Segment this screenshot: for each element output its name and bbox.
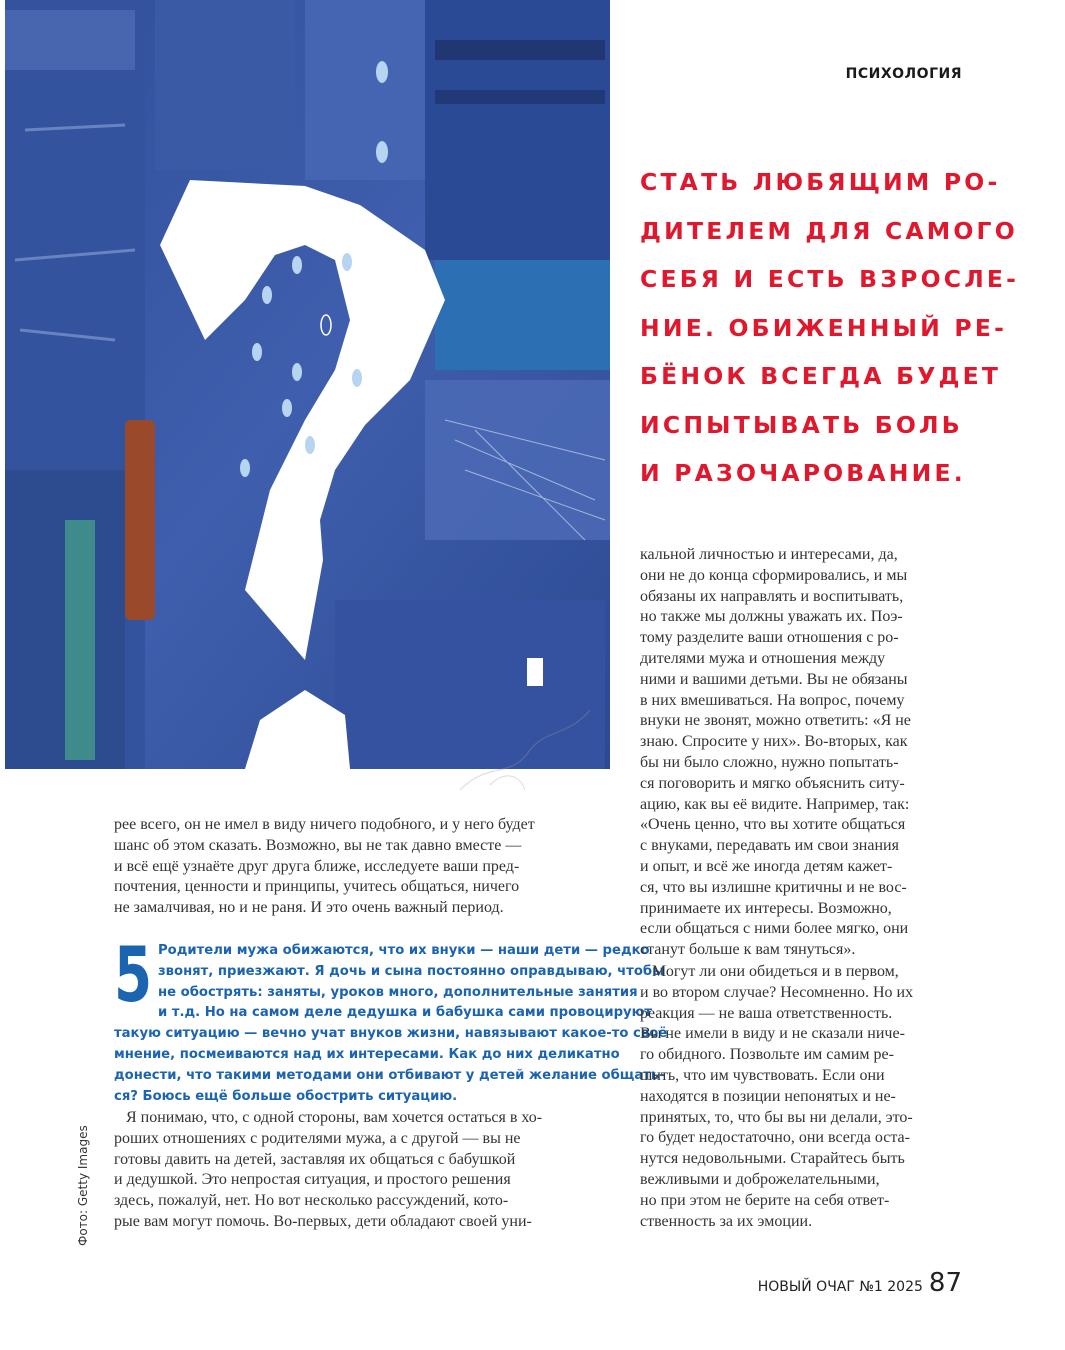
text-line: почтения, ценности и принципы, учитесь общаться, ничего [114,878,520,896]
text-line: знаю. Спросите у них». Во-вторых, как [640,733,908,751]
text-line: реакция — не ваша ответственность. [640,1004,893,1022]
page-footer [758,1268,962,1298]
pull-quote-line: ДИТЕЛЕМ ДЛЯ САМОГО [640,216,1018,245]
text-line: шить, что им чувствовать. Если они [640,1066,885,1084]
text-line: кальной личностью и интересами, да, [640,546,898,563]
text-line: ся поговорить и мягко объяснить ситу- [640,774,905,792]
left-answer-paragraph [114,1108,604,1233]
decorative-ornament [450,690,600,800]
text-line: станут больше к вам тянуться». [640,941,856,959]
text-line: принятых, то, что бы вы ни делали, это- [640,1108,913,1126]
text-line: рые вам могут помочь. Во-первых, дети обладают своей уни- [114,1212,532,1230]
pull-quote [640,158,1020,498]
question-line: донести, что такими методами они отбивают у детей желание общать- [114,1067,665,1083]
text-line: Могут ли они обидеться и в первом, [652,963,899,980]
text-line: они не до конца сформировались, и мы [640,566,908,584]
right-column-paragraph-2 [640,962,970,1232]
photo-credit: Фото: Getty Images [76,1125,90,1246]
text-line: и опыт, и всё же иногда детям кажет- [640,857,893,875]
text-line: вежливыми и доброжелательными, [640,1170,880,1188]
text-line: обязаны их направлять и воспитывать, [640,587,904,605]
pull-quote-line: ИСПЫТЫВАТЬ БОЛЬ [640,410,963,439]
text-line: дителями мужа и отношения между [640,649,886,667]
page-number: 87 [928,1268,962,1298]
question-line: такую ситуацию — вечно учат внуков жизни, навязывают какое-то своё [114,1026,668,1042]
text-line: но также мы должны уважать их. Поэ- [640,608,903,626]
question-line: не обострять: заняты, уроков много, дополнительные занятия [158,984,638,1000]
right-column-paragraph-1 [640,545,970,961]
text-line: готовы давить на детей, заставляя их общаться с бабушкой [114,1150,516,1168]
illustration-question-mark [5,0,610,769]
text-line: ацию, как вы её видите. Например, так: [640,795,910,813]
text-line: находятся в позиции непонятых и не- [640,1087,896,1105]
text-line: если общаться с ними более мягко, они [640,920,909,938]
question-line: мнение, посмеиваются над их интересами. Как до них деликатно [114,1046,620,1062]
text-line: ственность за их эмоции. [640,1212,813,1230]
left-intro-paragraph [114,815,604,919]
photo-credit-wrapper [76,1125,197,1260]
text-line: го будет недостаточно, они всегда оста- [640,1129,910,1147]
text-line: принимаете их интересы. Возможно, [640,899,892,917]
question-number: 5 [114,930,153,1019]
pull-quote-line: БЁНОК ВСЕГДА БУДЕТ [640,362,1002,390]
text-line: роших отношениях с родителями мужа, а с другой — вы не [114,1129,521,1147]
text-line: и всё ещё узнаёте друг друга ближе, исследуете ваши пред- [114,857,520,875]
text-line: тому разделите ваши отношения с ро- [640,629,899,647]
text-line: Вы не имели в виду и не сказали ниче- [640,1025,905,1043]
pull-quote-line: НИЕ. ОБИЖЕННЫЙ РЕ- [640,313,1008,342]
text-line: и во втором случае? Несомненно. Но их [640,983,914,1001]
question-line: Родители мужа обижаются, что их внуки — наши дети — редко [158,943,650,958]
text-line: в них вмешиваться. На вопрос, почему [640,691,905,709]
text-line: ся, что вы излишне критичны и не вос- [640,878,907,896]
text-line: нутся недовольными. Старайтесь быть [640,1150,905,1168]
question-line: ся? Боюсь ещё больше обострить ситуацию. [114,1088,458,1104]
text-line: и дедушкой. Это непростая ситуация, и простого решения [114,1171,511,1189]
text-line: не замалчивая, но и не раня. И это очень важный период. [114,899,504,917]
question-line: звонят, приезжают. Я дочь и сына постоянно оправдываю, чтобы [158,963,665,979]
text-line: с внуками, передавать им свои знания [640,837,899,855]
pull-quote-line: СТАТЬ ЛЮБЯЩИМ РО- [640,168,1001,196]
text-line: внуки не звонят, можно ответить: «Я не [640,712,911,730]
text-line: рее всего, он не имел в виду ничего подобного, и у него будет [114,816,535,833]
text-line: ними и вашими детьми. Вы не обязаны [640,670,908,688]
section-label: ПСИХОЛОГИЯ [845,66,962,82]
question-line: и т.д. Но на самом деле дедушка и бабушка сами провоцируют [158,1005,653,1021]
text-line: шанс об этом сказать. Возможно, вы не так давно вместе — [114,836,522,854]
text-line: «Очень ценно, что вы хотите общаться [640,816,906,834]
text-line: бы ни было сложно, нужно попытать- [640,753,899,771]
pull-quote-line: И РАЗОЧАРОВАНИЕ. [640,459,966,487]
text-line: Я понимаю, что, с одной стороны, вам хочется остаться в хо- [126,1109,543,1126]
text-line: здесь, пожалуй, нет. Но вот несколько рассуждений, кото- [114,1192,509,1210]
text-line: но при этом не берите на себя ответ- [640,1191,890,1209]
text-line: го обидного. Позвольте им самим ре- [640,1046,894,1064]
magazine-issue: НОВЫЙ ОЧАГ №1 2025 [757,1279,923,1295]
reader-question [114,941,668,1107]
painting-artwork [5,0,610,769]
pull-quote-line: СЕБЯ И ЕСТЬ ВЗРОСЛЕ- [640,265,1020,293]
